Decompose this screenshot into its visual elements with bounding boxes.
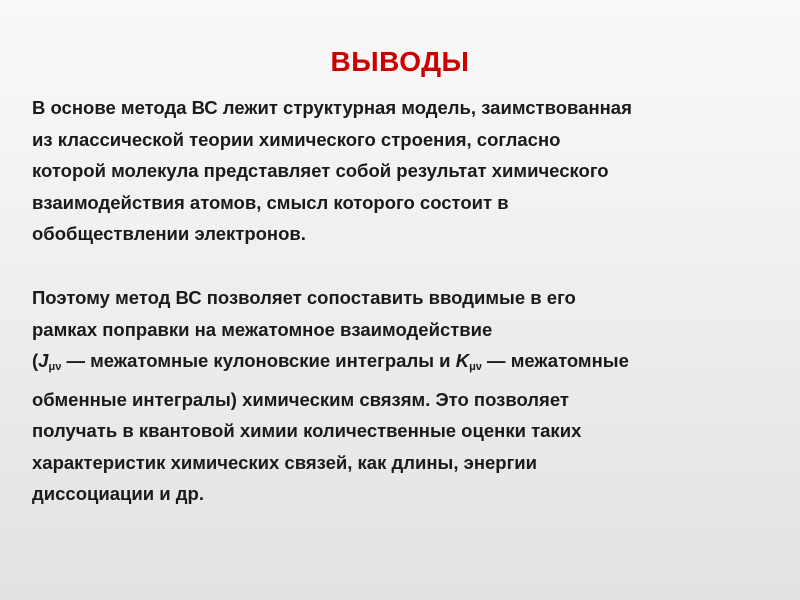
paragraph2-line: характеристик химических связей, как длины, энергии xyxy=(32,451,538,473)
coulomb-integral-subscript: μν xyxy=(48,361,62,373)
paragraph-valence-bond-corrections xyxy=(32,282,772,510)
open-paren: ( xyxy=(32,350,39,371)
exchange-integral-text: — межатомные xyxy=(481,350,629,371)
paragraph2-line: получать в квантовой химии количественные оценки таких xyxy=(32,420,582,441)
paragraph2-line: Поэтому метод ВС позволяет сопоставить вводимые в его xyxy=(32,287,576,308)
paragraph2-line: диссоциации и др. xyxy=(32,483,204,504)
paragraph1-line: В основе метода ВС лежит структурная модель, заимствованная xyxy=(32,97,632,118)
exchange-integral-subscript: μν xyxy=(469,361,482,373)
paragraph2-line: рамках поправки на межатомное взаимодействие xyxy=(32,318,493,340)
paragraph1-line: из классической теории химического строения, согласно xyxy=(32,128,561,150)
coulomb-integral-symbol: J xyxy=(38,350,49,371)
paragraph1-line: обобществлении электронов. xyxy=(32,223,306,244)
paragraph-valence-bond-basis xyxy=(32,92,772,250)
slide-title: ВЫВОДЫ xyxy=(330,46,470,77)
coulomb-integral-text: — межатомные кулоновские интегралы и xyxy=(61,350,456,371)
exchange-integral-symbol: K xyxy=(455,350,470,371)
paragraph2-line-formula xyxy=(32,345,772,384)
paragraph1-line: которой молекула представляет собой результат химического xyxy=(32,160,609,181)
paragraph2-line: обменные интегралы) химическим связям. Это позволяет xyxy=(32,388,569,410)
paragraph1-line: взаимодействия атомов, смысл которого состоит в xyxy=(32,191,509,213)
